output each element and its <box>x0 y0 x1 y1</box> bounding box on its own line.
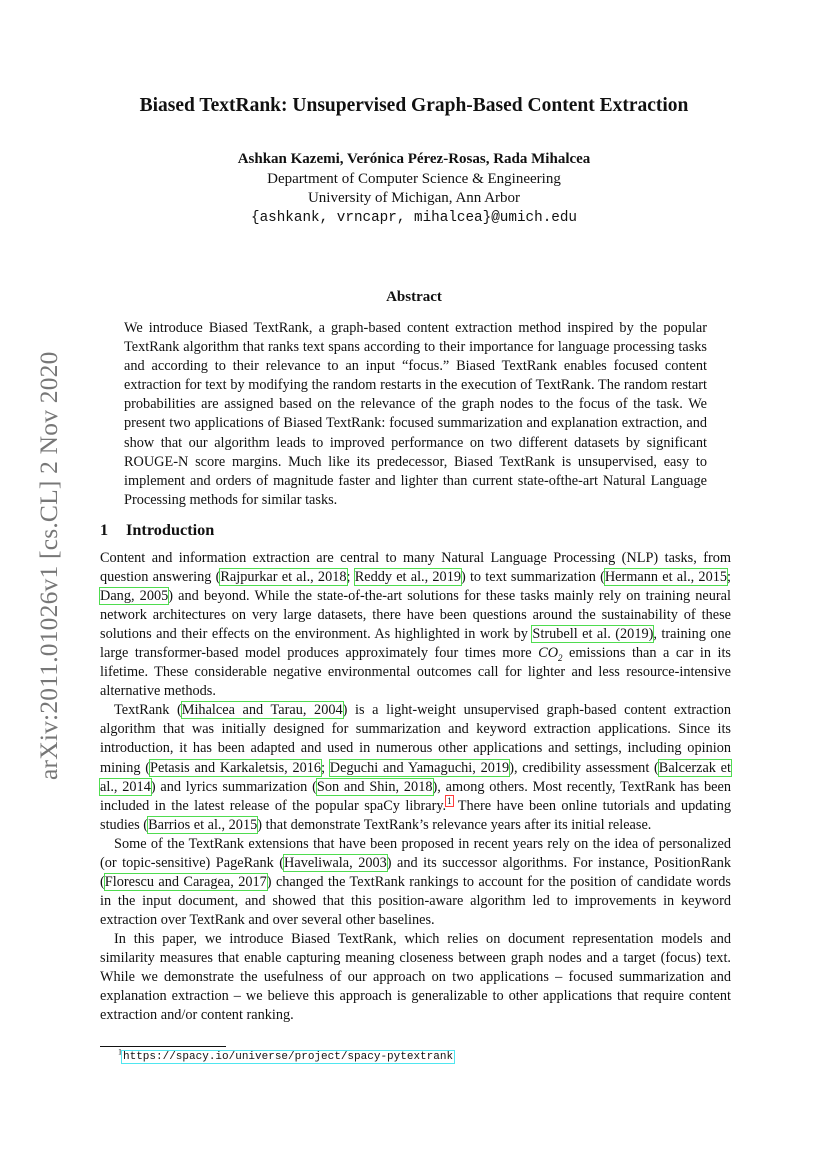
section-number: 1 <box>100 520 109 539</box>
co2-subscript: 2 <box>558 653 563 664</box>
footnote <box>118 1047 454 1063</box>
author-emails: {ashkank, vrncapr, mihalcea}@umich.edu <box>250 209 578 226</box>
citation-link[interactable]: Deguchi and Yamaguchi, 2019 <box>329 759 510 776</box>
citation-link[interactable]: Reddy et al., 2019 <box>354 569 461 586</box>
citation-link[interactable]: Balcerzak et al., 2014 <box>100 759 731 795</box>
footnote-url-link[interactable]: https://spacy.io/universe/project/spacy-pytextrank <box>123 1051 454 1063</box>
text-run: ) that demonstrate TextRank’s relevance years after its initial release. <box>257 816 652 833</box>
text-run: ) to text summarization ( <box>461 569 605 586</box>
text-run: ) and beyond. While the state-of-the-art solutions for these tasks mainly rely on training neural network architectures on very large datasets, there have been questions around the sustainability of these solutions and their effects on the environment. As highlighted in work by <box>100 588 731 643</box>
text-run: ) changed the TextRank rankings to account for the position of candidate words in the input document, and showed that this position-aware algorithm led to improvements in keyword extraction over TextRank and over several other baselines. <box>100 873 731 928</box>
section-heading <box>100 520 214 540</box>
text-run: TextRank ( <box>114 702 182 719</box>
text-run: ; <box>346 569 355 586</box>
citation-link[interactable]: Hermann et al., 2015 <box>604 569 728 586</box>
author-block <box>0 150 828 228</box>
introduction-body <box>100 549 731 1025</box>
text-run: Content and information extraction are central to many Natural Language Processing (NLP) tasks, from question answering ( <box>100 550 731 586</box>
co2-base: CO <box>538 645 559 662</box>
paragraph-1 <box>100 549 731 701</box>
paragraph-2 <box>100 701 731 834</box>
text-run: Some of the TextRank extensions that have been proposed in recent years rely on the idea of personalized (or topic-sensitive) PageRank ( <box>100 835 731 871</box>
affiliation-university: University of Michigan, Ann Arbor <box>307 190 521 207</box>
citation-link[interactable]: Petasis and Karkaletsis, 2016 <box>150 759 322 776</box>
author-names: Ashkan Kazemi, Verónica Pérez-Rosas, Rada Mihalcea <box>237 151 591 167</box>
citation-link[interactable]: Haveliwala, 2003 <box>284 854 387 871</box>
arxiv-identifier-stamp: arXiv:2011.01026v1 [cs.CL] 2 Nov 2020 <box>34 351 63 780</box>
citation-link[interactable]: Son and Shin, 2018 <box>316 778 433 795</box>
co2-symbol <box>538 645 563 664</box>
citation-link[interactable]: Florescu and Caragea, 2017 <box>104 873 267 890</box>
text-run: ; <box>321 759 330 776</box>
text-run: ) and lyrics summarization ( <box>150 778 317 795</box>
footnote-reference-link[interactable]: 1 <box>447 795 452 806</box>
text-run: ; <box>727 569 731 586</box>
citation-link[interactable]: Rajpurkar et al., 2018 <box>220 569 347 586</box>
citation-link[interactable]: Barrios et al., 2015 <box>148 816 258 833</box>
abstract-text: We introduce Biased TextRank, a graph-based content extraction method inspired by the popular TextRank algorithm that ranks text spans according to their importance for language processing tasks and according to their relevance to an input “focus.” Biased TextRank enables focused content extraction for text by modifying the random restarts in the execution of TextRank. The random restart probabilities are assigned based on the relevance of the graph nodes to the focus of the task. We present two applications of Biased TextRank: focused summarization and explanation extraction, and show that our algorithm leads to improved performance on two different datasets by significant ROUGE-N score margins. Much like its predecessor, Biased TextRank is unsupervised, easy to implement and orders of magnitude faster and lighter than current state-ofthe-art Natural Language Processing methods for similar tasks. <box>124 320 707 508</box>
paragraph-3 <box>100 835 731 930</box>
section-title: Introduction <box>126 520 215 539</box>
text-run: ) and its successor algorithms. For instance, PositionRank ( <box>100 854 732 890</box>
text-run: emissions than a car in its lifetime. These considerable negative environmental outcomes call for lighter and less resource-intensive alternative methods. <box>100 645 731 700</box>
citation-link[interactable]: Mihalcea and Tarau, 2004 <box>181 702 343 719</box>
paper-title: Biased TextRank: Unsupervised Graph-Based Content Extraction <box>139 95 689 116</box>
footnote-mark: 1 <box>118 1047 122 1057</box>
text-run: ), credibility assessment ( <box>509 759 659 776</box>
paragraph-4: In this paper, we introduce Biased TextRank, which relies on document representation models and similarity measures that enable capturing meaning closeness between graph nodes and a target (focus) text. While we demonstrate the usefulness of our approach on two applications – focused summarization and explanation extraction – we believe this approach is generalizable to other applications that require content extraction and/or content ranking. <box>100 930 731 1024</box>
text-run: ), among others. Most recently, TextRank has been included in the latest release of the popular spaCy library. <box>100 778 731 814</box>
citation-link[interactable]: Strubell et al. (2019) <box>532 626 654 643</box>
text-run: ) is a light-weight unsupervised graph-based content extraction algorithm that was initially designed for summarization and keyword extraction applications. Since its introduction, it has been adapted and used in numerous other applications and settings, including opinion mining ( <box>100 702 731 776</box>
affiliation-department: Department of Computer Science & Engineering <box>267 170 561 187</box>
text-run: , training one large transformer-based model produces approximately four times more <box>100 626 731 662</box>
citation-link[interactable]: Dang, 2005 <box>100 588 169 605</box>
text-run: There have been online tutorials and updating studies ( <box>100 797 731 833</box>
abstract-heading: Abstract <box>386 289 442 305</box>
